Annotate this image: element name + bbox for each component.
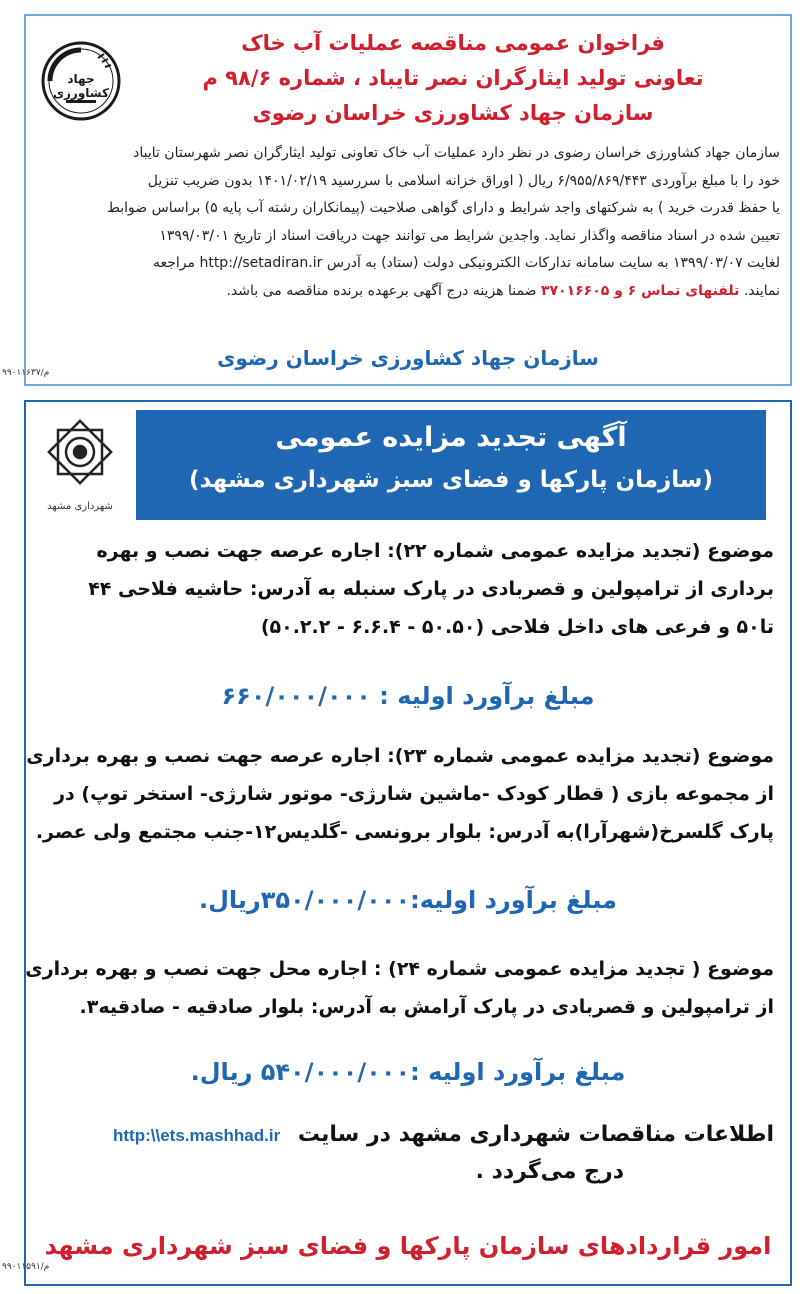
banner-title: آگهی تجدید مزایده عمومی: [275, 422, 627, 453]
heading-line-2: تعاونی تولید ایثارگران نصر تایباد ، شماره ۹۸/۶ م: [202, 66, 704, 90]
item-line: از ترامپولین و قصربادی در پارک آرامش به آدرس: بلوار صادقیه - صادقیه۳.: [79, 996, 774, 1018]
logo-caption: جهاد کشاورزی: [53, 72, 109, 100]
jahad-keshavarzi-logo: [40, 40, 122, 122]
item-line: برداری از ترامپولین و قصربادی در پارک سنبله به آدرس: حاشیه فلاحی ۴۴: [88, 578, 774, 600]
tender-ad-box: [24, 14, 792, 386]
tender-body: [36, 140, 780, 305]
ad-code: م/۹۹۰۱۱۶۳۷: [2, 368, 50, 378]
info-text: اطلاعات مناقصات شهرداری مشهد در سایت: [297, 1122, 774, 1147]
banner-subtitle: (سازمان پارکها و فضای سبز شهرداری مشهد): [188, 467, 714, 493]
body-text: نمایند.: [743, 282, 780, 299]
info-row: [42, 1122, 774, 1147]
heading-line-3: سازمان جهاد کشاورزی خراسان رضوی: [252, 101, 654, 125]
tender-footer-org: سازمان جهاد کشاورزی خراسان رضوی: [217, 346, 599, 370]
body-line: خود را با مبلغ برآوردی ۶/۹۵۵/۸۶۹/۴۴۳ ریال ( اوراق خزانه اسلامی با سررسید ۱۴۰۱/۰۲/۱۹ بدون ضریب تنزیل: [147, 172, 780, 189]
mashhad-logo-icon: [34, 412, 126, 494]
estimate-price-23: مبلغ برآورد اولیه:۳۵۰/۰۰۰/۰۰۰ریال.: [198, 886, 618, 914]
ad-code: م/۹۹۰۱۱۵۹۱: [2, 1262, 50, 1272]
auction-item-22: [42, 532, 774, 646]
tender-info: [42, 1122, 774, 1184]
estimate-price-22: مبلغ برآورد اولیه : ۶۶۰/۰۰۰/۰۰۰: [221, 682, 595, 710]
item-line: موضوع (تجدید مزایده عمومی شماره ۲۳): اجاره عرصه جهت نصب و بهره برداری: [26, 745, 774, 767]
heading-line-1: فراخوان عمومی مناقصه عملیات آب خاک: [241, 31, 665, 55]
auction-item-24: [25, 950, 774, 1026]
item-line: تا۵۰ و فرعی های داخل فلاحی (۵۰.۵۰ - ۶.۶.۴ - ۵۰.۲.۲): [260, 616, 774, 638]
body-line-last: [36, 278, 780, 306]
body-line: سازمان جهاد کشاورزی خراسان رضوی در نظر دارد عملیات آب خاک تعاونی تولید ایثارگران نصر شهرستان تایباد: [133, 145, 780, 161]
info-text-2: درج می‌گردد .: [475, 1159, 624, 1184]
estimate-price-24: مبلغ برآورد اولیه :۵۴۰/۰۰۰/۰۰۰ ریال.: [190, 1058, 626, 1086]
logo-caption: شهرداری مشهد: [47, 501, 113, 512]
auction-item-23: [26, 737, 774, 851]
contact-phones: تلفنهای تماس ۶ و ۳۷۰۱۶۶۰۵: [540, 282, 740, 299]
body-line: تعیین شده در اسناد مناقصه واگذار نماید. واجدین شرایط می توانند جهت دریافت اسناد از تاریخ ۱۳۹۹/۰۳/۰۱: [159, 227, 780, 244]
auction-ad-box: [24, 400, 792, 1286]
tenders-website-link[interactable]: http:\\ets.mashhad.ir: [113, 1126, 281, 1145]
body-line: لغایت ۱۳۹۹/۰۳/۰۷ به سایت سامانه تدارکات الکترونیکی دولت (ستاد) به آدرس http://setadiran.ir مراجعه: [152, 255, 780, 271]
contracts-department-signature: امور قراردادهای سازمان پارکها و فضای سبز شهرداری مشهد: [44, 1232, 772, 1260]
auction-banner: [136, 410, 766, 520]
item-line: موضوع ( تجدید مزایده عمومی شماره ۲۴) : اجاره محل جهت نصب و بهره برداری: [25, 958, 774, 980]
item-line: موضوع (تجدید مزایده عمومی شماره ۲۲): اجاره عرصه جهت نصب و بهره: [96, 540, 774, 562]
tender-heading: [136, 26, 770, 131]
mashhad-municipality-logo: [34, 412, 126, 512]
body-line: یا حفظ قدرت خرید ) به شرکتهای واجد شرایط و دارای گواهی صلاحیت (پیمانکاران رشته آب پایه ۵) براساس ضوابط: [106, 200, 780, 216]
item-line: از مجموعه بازی ( قطار کودک -ماشین شارژی- موتور شارژی- استخر توپ) در: [54, 783, 774, 805]
item-line: پارک گلسرخ(شهرآرا)به آدرس: بلوار برونسی -گلدیس۱۲-جنب مجتمع ولی عصر.: [35, 821, 774, 843]
body-text: ضمنا هزینه درج آگهی برعهده برنده مناقصه می باشد.: [226, 282, 537, 299]
